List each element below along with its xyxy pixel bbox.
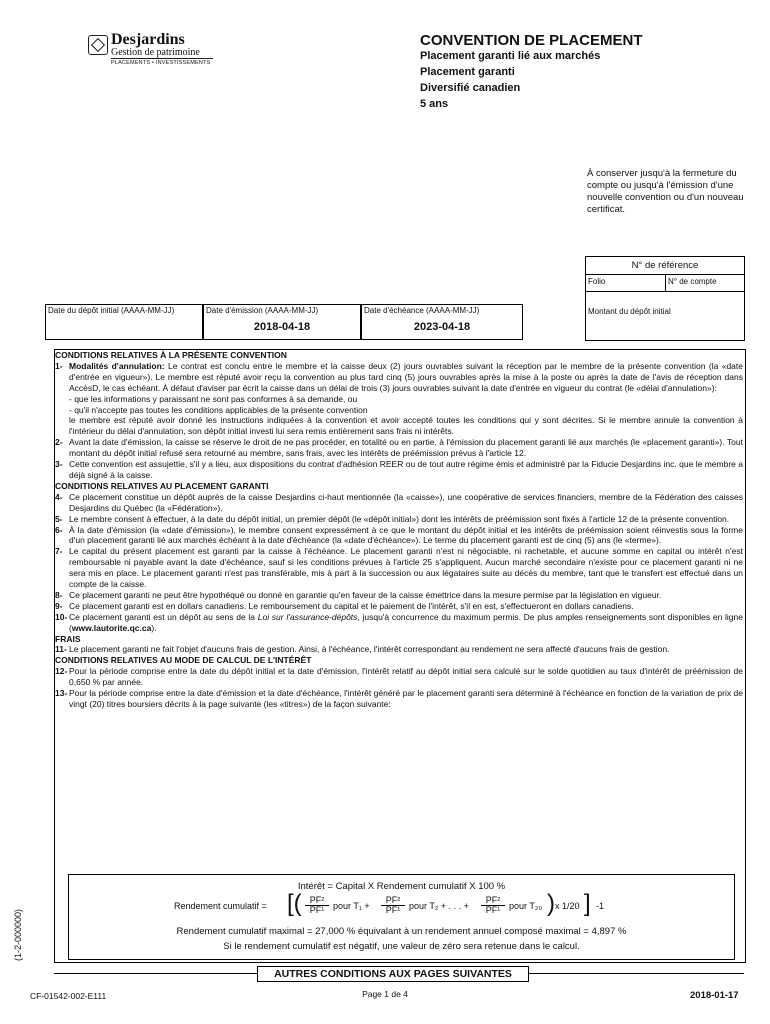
logo-divider (111, 58, 213, 59)
clause-text: ). (151, 622, 157, 633)
paren-close: ) (547, 890, 555, 917)
clause-text: Ce placement garanti est un dépôt au sens de la (69, 611, 258, 622)
minus-one: -1 (596, 901, 605, 911)
folio-label: Folio (588, 277, 606, 286)
logo-name: Desjardins (111, 31, 185, 48)
initial-deposit-date-box (45, 304, 203, 340)
term-t1: pour T₁ + (333, 901, 370, 911)
pf1: PF¹ (309, 905, 325, 915)
bracket-close: ] (584, 890, 591, 917)
clause-1-item-b: - qu'il n'accepte pas toutes les conditions applicables de la présente convention (69, 404, 368, 415)
document-title: CONVENTION DE PLACEMENT (420, 32, 643, 49)
pf2: PF² (305, 896, 329, 906)
pf1: PF¹ (385, 905, 401, 915)
clause-1-conclusion: le membre est réputé avoir donné les instructions indiquées à la convention et avoir accepté toutes les conditions qui y sont décrites. Si le membre annule la convention à l'intérieur du délai d'annulation, son dépôt initial investi lui sera remis entièrement sans frais ni intérêts. (69, 415, 743, 437)
clause-number: 5- (55, 513, 63, 524)
law-title: Loi sur l'assurance-dépôts (257, 611, 358, 622)
interest-formula: Intérêt = Capital X Rendement cumulatif X 100 % (297, 881, 506, 892)
form-date: 2018-01-17 (690, 990, 739, 1001)
clause-1-item-a: - que les informations y paraissant ne sont pas conformes à sa demande, ou (69, 393, 358, 404)
logo-tagline: PLACEMENTS • INVESTISSEMENTS (111, 60, 211, 66)
fraction-t2 (381, 896, 405, 915)
clause-text: Ce placement garanti est en dollars canadiens. Le remboursement du capital et le paiement de l'intérêt, s'il en est, s'effectueront en dollars canadiens. (69, 600, 634, 611)
clause-number: 1- (55, 360, 63, 371)
clause-13 (55, 688, 743, 710)
clause-12 (55, 666, 743, 688)
clause-8 (55, 590, 743, 601)
clause-number: 2- (55, 437, 63, 448)
section-heading: CONDITIONS RELATIVES AU MODE DE CALCUL DE L'INTÉRÊT (55, 655, 312, 666)
clause-number: 3- (55, 459, 63, 470)
term-t2: pour T₂ + . . . + (409, 901, 469, 911)
maturity-date-value: 2023-04-18 (413, 321, 471, 333)
desjardins-logo-icon (88, 35, 108, 55)
subtitle-4: 5 ans (420, 98, 449, 110)
clause-6 (55, 525, 743, 547)
clause-number: 9- (55, 600, 63, 611)
clause-1 (55, 361, 743, 394)
fraction-t1 (305, 896, 329, 915)
regulator-website-link[interactable]: www.lautorite.qc.ca (71, 622, 152, 633)
pf1: PF¹ (485, 905, 501, 915)
clause-text: Pour la période comprise entre la date du dépôt initial et la date d'émission, l'intérêt relatif au dépôt initial sera calculé sur le solde quotidien au taux d'intérêt de préémission de 0,650 % par année. (69, 666, 743, 688)
retention-note: À conserver jusqu'à la fermeture du compte ou jusqu'à l'émission d'une nouvelle convention ou d'un nouveau certificat. (587, 168, 744, 215)
logo-subtitle: Gestion de patrimoine (111, 47, 200, 58)
clause-7 (55, 546, 743, 590)
clause-text: Le placement garanti ne fait l'objet d'aucuns frais de gestion. Ainsi, à l'échéance, l'intérêt correspondant au rendement ne sera affecté d'aucuns frais de gestion. (69, 644, 670, 655)
divider (586, 291, 744, 292)
clause-2 (55, 437, 743, 459)
clause-text: Pour la période comprise entre la date d'émission et la date d'échéance, l'intérêt généré par le placement garanti sera déterminé à l'échéance en fonction de la variation de prix de vingt (20) titres boursiers décrits à la page suivante (les «titres») de la façon suivante: (69, 688, 743, 709)
page-number: Page 1 de 4 (362, 989, 408, 999)
subtitle-1: Placement garanti lié aux marchés (420, 50, 601, 62)
clause-number: 12- (55, 666, 68, 677)
clause-number: 10- (55, 611, 68, 622)
divider (528, 973, 744, 974)
cumulative-return-label: Rendement cumulatif = (174, 901, 267, 911)
clause-heading: Modalités d'annulation: (69, 360, 165, 371)
clause-text: Le membre consent à effectuer, à la date du dépôt initial, un premier dépôt (le «dépôt initial») dont les intérêts de préémission sont fixés à l'article 12 de la présente convention. (69, 513, 730, 524)
pf2: PF² (481, 896, 505, 906)
bracket-open: [( (287, 890, 302, 917)
clause-10 (55, 612, 743, 634)
conditions-section (54, 349, 746, 963)
clause-text: Ce placement garanti ne peut être hypothéqué ou donné en garantie qu'en faveur de la caisse émettrice dans la mesure permise par la législation en vigueur. (69, 589, 662, 600)
side-reference-code: (1-2-000000) (13, 908, 23, 962)
subtitle-3: Diversifié canadien (420, 82, 521, 94)
initial-deposit-amount-label: Montant du dépôt initial (588, 307, 671, 316)
negative-return-note: Si le rendement cumulatif est négatif, une valeur de zéro sera retenue dans le calcul. (223, 941, 580, 952)
section-heading: FRAIS (55, 633, 81, 644)
issue-date-value: 2018-04-18 (253, 321, 311, 333)
clause-5 (55, 514, 743, 525)
maturity-date-box (361, 304, 523, 340)
clause-4 (55, 492, 743, 514)
interest-formula-box (68, 874, 735, 960)
clause-number: 6- (55, 524, 63, 535)
pf2: PF² (381, 896, 405, 906)
term-t20: pour T₂₀ (509, 901, 543, 911)
section-heading: CONDITIONS RELATIVES À LA PRÉSENTE CONVENTION (55, 350, 287, 360)
clause-text: À la date d'émission (la «date d'émission»), le membre consent expressément à ce que le montant du dépôt initial et les intérêts de préémission soient réinvestis sous la forme d'un placement garanti lié aux marchés échéant à la date d'échéance (la «date d'échéance»). Le terme du placement garanti est de cinq (5) ans (le «terme»). (69, 524, 743, 546)
clause-number: 7- (55, 546, 63, 557)
clause-11 (55, 644, 743, 655)
issue-date-label: Date d'émission (AAAA-MM-JJ) (206, 306, 319, 315)
issue-date-box (203, 304, 361, 340)
continued-banner: AUTRES CONDITIONS AUX PAGES SUIVANTES (257, 966, 529, 982)
clause-number: 8- (55, 589, 63, 600)
subtitle-2: Placement garanti (420, 66, 515, 78)
section-heading: CONDITIONS RELATIVES AU PLACEMENT GARANTI (55, 480, 269, 491)
clause-text: Avant la date d'émission, la caisse se réserve le droit de ne pas procéder, en totalité ou en partie, à l'émission du placement garanti lié aux marchés (le «placement garanti»). Tout montant du dépôt initial refusé sera retourné au membre, sans frais, avec les intérêts de préémission prévus à l'article 12. (69, 437, 743, 459)
clause-text: Cette convention est assujettie, s'il y a lieu, aux dispositions du contrat d'adhésion REER ou de tout autre régime émis et administré par la Fiducie Desjardins inc. que le membre a déjà signé à la caisse. (69, 459, 743, 480)
divider (665, 274, 666, 291)
max-return-note: Rendement cumulatif maximal = 27,000 % équivalant à un rendement annuel composé maximal = 4,897 % (176, 926, 627, 937)
clause-text: Ce placement constitue un dépôt auprès de la caisse Desjardins ci-haut mentionnée (la «caisse»), une coopérative de services financiers, membre de la Fédération des caisses Desjardins du Québec (la «Fédération»). (69, 491, 743, 513)
account-number-label: N° de compte (668, 277, 717, 286)
clause-number: 13- (55, 688, 68, 699)
clause-text: Le capital du présent placement est garanti par la caisse à l'échéance. Le placement garanti n'est ni négociable, ni rachetable, et aucune somme en capital ou intérêt n'est remboursable ni payable avant la date d'échéance, sauf si les conditions prévues à l'article 25 s'appliquent. Aucun marché secondaire n'existe pour ce placement garanti ni ne sera mis en place. Le placement garanti n'est pas transférable, mis à part à la succession ou aux légataires suite au décès du membre, tant que le transfert est effectué dans un compte de la caisse. (69, 546, 743, 590)
fraction-t20 (481, 896, 505, 915)
clause-9 (55, 601, 743, 612)
initial-deposit-date-label: Date du dépôt initial (AAAA-MM-JJ) (48, 306, 175, 315)
clause-number: 4- (55, 491, 63, 502)
reference-title: N° de référence (631, 260, 699, 271)
clause-number: 11- (55, 644, 67, 655)
clause-text: Le contrat est conclu entre le membre et la caisse deux (2) jours ouvrables suivant la réception par le membre de la présente convention (la «date d'entrée en vigueur»). Le membre est réputé avoir reçu la convention au plus tard cinq (5) jours ouvrables après la mise à la poste ou après la date de l'avis de réception dans AccèsD, le cas échéant. À défaut d'aviser par écrit la caisse dans un délai de trois (3) jours ouvrables suivant la date d'entrée en vigueur du contrat (le «délai d'annulation»): (69, 360, 743, 393)
average-factor: x 1/20 (555, 901, 580, 911)
clause-3 (55, 459, 743, 481)
maturity-date-label: Date d'échéance (AAAA-MM-JJ) (364, 306, 480, 315)
divider (54, 973, 257, 974)
form-code: CF-01542-002-E111 (30, 991, 107, 1001)
reference-box (585, 256, 745, 341)
clause-text: , jusqu'à concurrence du maximum permis. De plus amples renseignements sont disponibles en ligne ( (69, 611, 743, 633)
